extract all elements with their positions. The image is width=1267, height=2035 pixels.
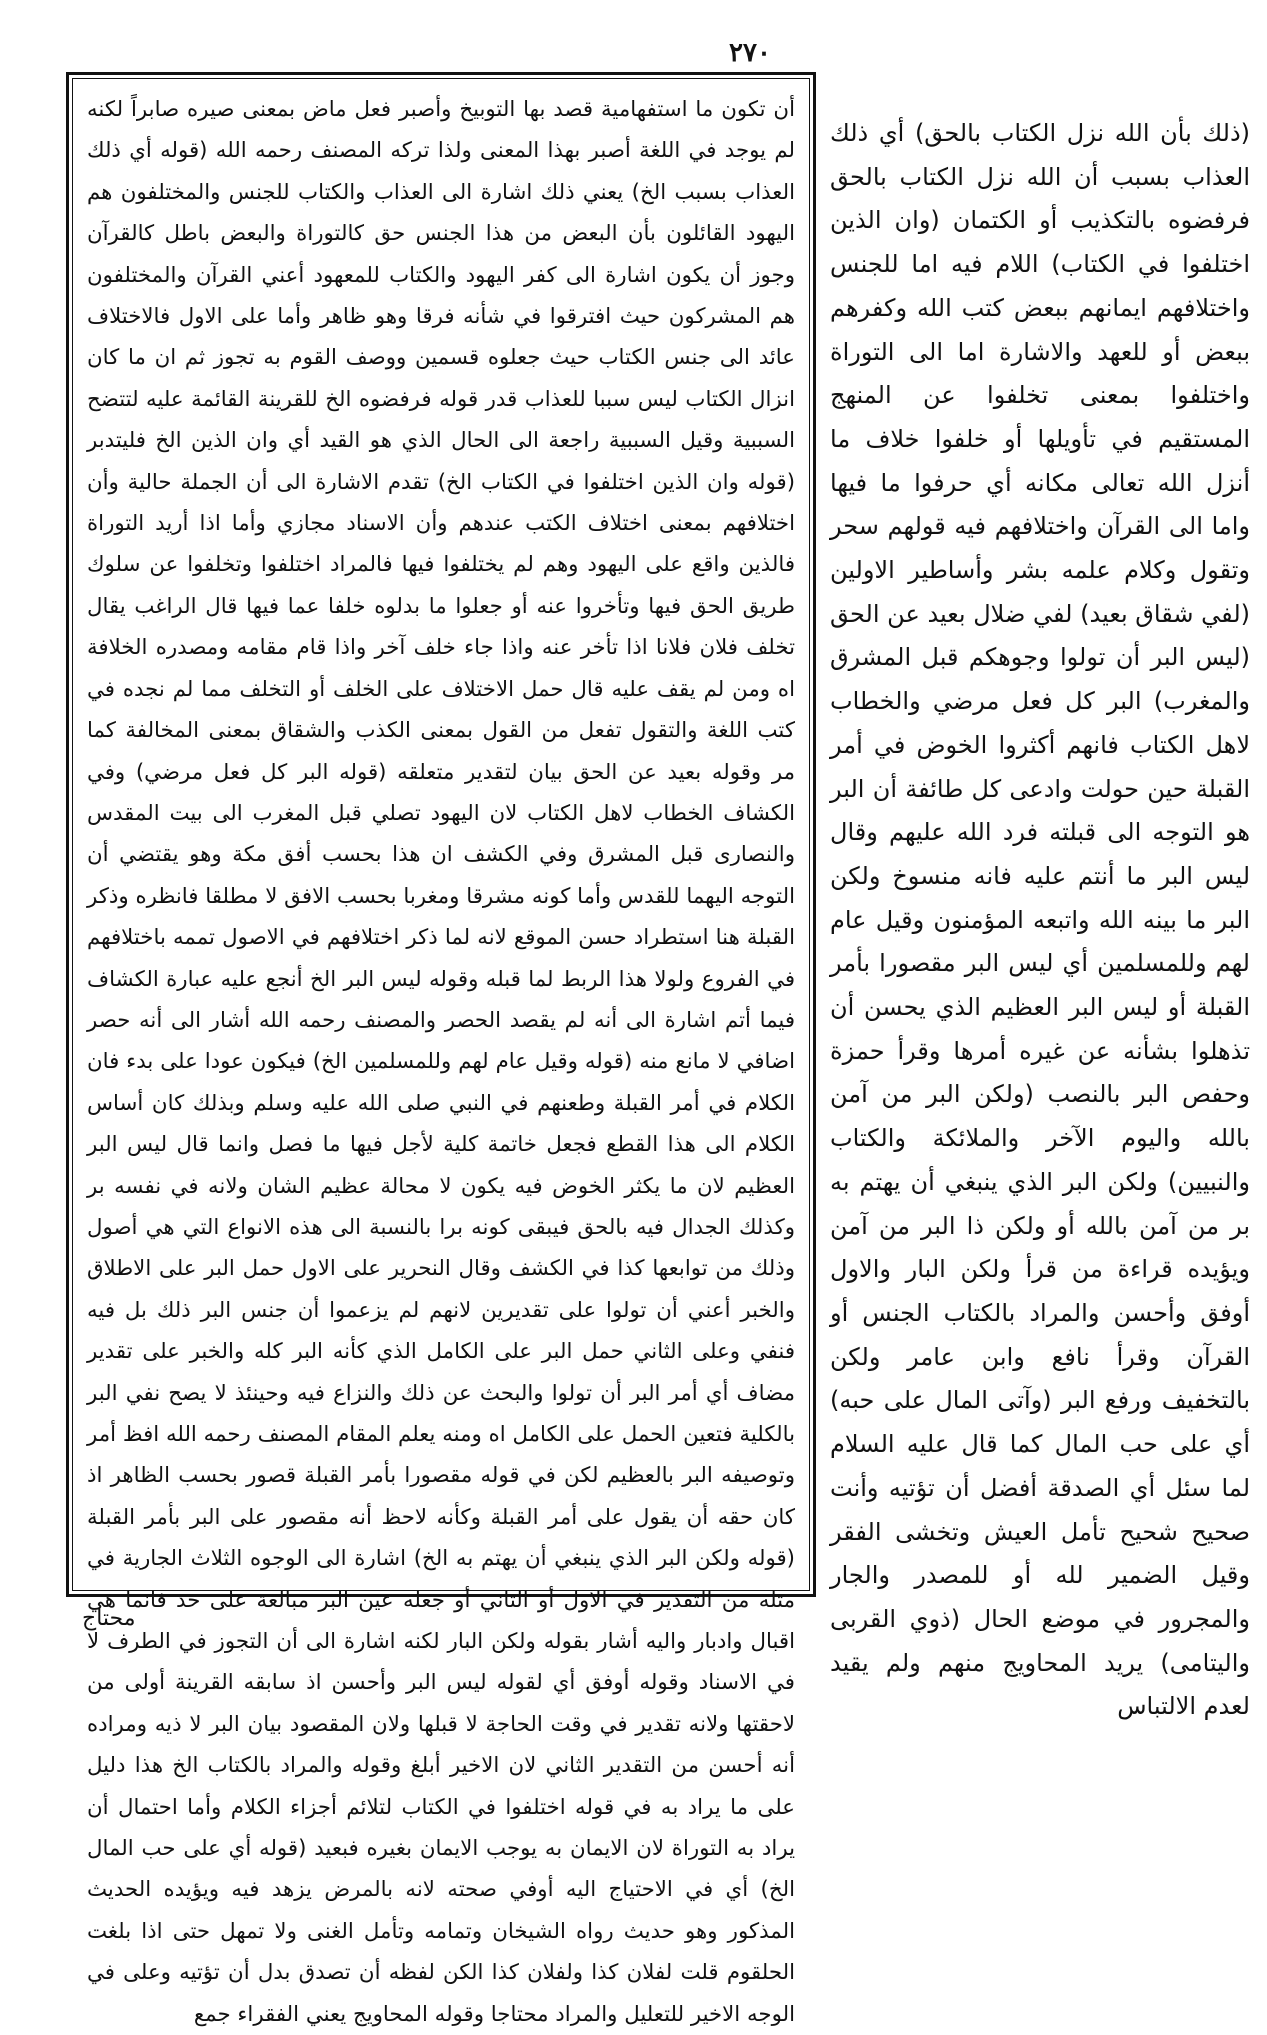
commentary-box: [72, 78, 810, 2027]
commentary-border: [66, 72, 816, 2027]
catchword: محتاج: [82, 1606, 136, 1631]
main-text: (ذلك بأن الله نزل الكتاب بالحق) أي ذلك العذاب بسبب أن الله نزل الكتاب بالحق فرفضوه بالتكذيب أو الكتمان (وان الذين اختلفوا في الكتاب) اللام فيه اما للجنس واختلافهم ايمانهم ببعض كتب الله وكفرهم ببعض أو للعهد والاشارة اما الى التوراة واختلفوا بمعنى تخلفوا عن المنهج المستقيم في تأويلها أو خلفوا خلاف ما أنزل الله تعالى مكانه أي حرفوا ما فيها واما الى القرآن واختلافهم فيه قولهم سحر وتقول وكلام علمه بشر وأساطير الاولين (لفي شقاق بعيد) لفي ضلال بعيد عن الحق (ليس البر أن تولوا وجوهكم قبل المشرق والمغرب) البر كل فعل مرضي والخطاب لاهل الكتاب فانهم أكثروا الخوض في أمر القبلة حين حولت وادعى كل طائفة أن البر هو التوجه الى قبلته فرد الله عليهم وقال ليس البر ما أنتم عليه فانه منسوخ ولكن البر ما بينه الله واتبعه المؤمنون وقيل عام لهم وللمسلمين أي ليس البر مقصورا بأمر القبلة أو ليس البر العظيم الذي يحسن أن تذهلوا بشأنه عن غيره أمرها وقرأ حمزة وحفص البر بالنصب (ولكن البر من آمن بالله واليوم الآخر والملائكة والكتاب والنبيين) ولكن البر الذي ينبغي أن يهتم به بر من آمن بالله أو ولكن ذا البر من آمن ويؤيده قراءة من قرأ ولكن البار والاول أوفق وأحسن والمراد بالكتاب الجنس أو القرآن وقرأ نافع وابن عامر ولكن بالتخفيف ورفع البر (وآتى المال على حبه) أي على حب المال كما قال عليه السلام لما سئل أي الصدقة أفضل أن تؤتيه وأنت صحيح شحيح تأمل العيش وتخشى الفقر وقيل الضمير لله أو للمصدر والجار والمجرور في موضع الحال (ذوي القربى واليتامى) يريد المحاويج منهم ولم يقيد لعدم الالتباس: [830, 119, 1250, 1721]
page-number: ٢٧٠: [729, 38, 771, 68]
commentary-text: أن تكون ما استفهامية قصد بها التوبيخ وأصبر فعل ماض بمعنى صيره صابراً لكنه لم يوجد في اللغة أصبر بهذا المعنى ولذا تركه المصنف رحمه الله (قوله أي ذلك العذاب بسبب الخ) يعني ذلك اشارة الى العذاب والكتاب للجنس والمختلفون هم اليهود القائلون بأن البعض من هذا الجنس حق كالتوراة والبعض باطل كالقرآن وجوز أن يكون اشارة الى كفر اليهود والكتاب للمعهود أعني القرآن والمختلفون هم المشركون حيث افترقوا في شأنه فرقا وهو ظاهر وأما على الاول فالاختلاف عائد الى جنس الكتاب حيث جعلوه قسمين ووصف القوم به تجوز ثم ان ما كان انزال الكتاب ليس سببا للعذاب قدر قوله فرفضوه الخ للقرينة القائمة عليه لتتضح السببية وقيل السببية راجعة الى الحال الذي هو القيد أي وان الذين الخ فليتدبر (قوله وان الذين اختلفوا في الكتاب الخ) تقدم الاشارة الى أن الجملة حالية وأن اختلافهم بمعنى اختلاف الكتب عندهم وأن الاسناد مجازي وأما اذا أريد التوراة فالذين واقع على اليهود وهم لم يختلفوا فيها فالمراد اختلفوا وتخلفوا عن سلوك طريق الحق فيها وتأخروا عنه أو جعلوا ما بدلوه خلفا عما فيها قال الراغب يقال تخلف فلان فلانا اذا تأخر عنه واذا جاء خلف آخر واذا قام مقامه ومصدره الخلافة اه ومن لم يقف عليه قال حمل الاختلاف على الخلف أو التخلف مما لم نجده في كتب اللغة والتقول تفعل من القول بمعنى الكذب والشقاق بمعنى المخالفة كما مر وقوله بعيد عن الحق بيان لتقدير متعلقه (قوله البر كل فعل مرضي) وفي الكشاف الخطاب لاهل الكتاب لان اليهود تصلي قبل المغرب الى بيت المقدس والنصارى قبل المشرق وفي الكشف ان هذا بحسب أفق مكة وهو يقتضي أن التوجه اليهما للقدس وأما كونه مشرقا ومغربا بحسب الافق لا مطلقا فانظره وذكر القبلة هنا استطراد حسن الموقع لانه لما ذكر اختلافهم في الاصول تممه باختلافهم في الفروع ولولا هذا الربط لما قبله وقوله ليس البر الخ أنجع عليه عبارة الكشاف فيما أتم اشارة الى أنه لم يقصد الحصر والمصنف رحمه الله أشار الى أنه حصر اضافي لا مانع منه (قوله وقيل عام لهم وللمسلمين الخ) فيكون عودا على بدء فان الكلام في أمر القبلة وطعنهم في النبي صلى الله عليه وسلم وبذلك كان أساس الكلام الى هذا القطع فجعل خاتمة كلية لأجل فيها ما فصل وانما قال ليس البر العظيم لان ما يكثر الخوض فيه يكون لا محالة عظيم الشان ولانه في نفسه بر وكذلك الجدال فيه بالحق فيبقى كونه برا بالنسبة الى هذه الانواع التي هي أصول وذلك من توابعها كذا في الكشف وقال النحرير على الاول حمل البر على الاطلاق والخبر أعني أن تولوا على تقديرين لانهم لم يزعموا أن جنس البر ذلك بل فيه فنفي وعلى الثاني حمل البر على الكامل الذي كأنه البر كله والخبر على تقدير مضاف أي أمر البر أن تولوا والبحث عن ذلك والنزاع فيه وحينئذ لا يصح نفي البر بالكلية فتعين الحمل على الكامل اه ومنه يعلم المقام المصنف رحمه الله افظ أمر وتوصيفه البر بالعظيم لكن في قوله مقصورا بأمر القبلة قصور بحسب الظاهر اذ كان حقه أن يقول على أمر القبلة وكأنه لاحظ أنه مقصور على البر بأمر القبلة (قوله ولكن البر الذي ينبغي أن يهتم به الخ) اشارة الى الوجوه الثلاث الجارية في مثله من التقدير في الاول أو الثاني أو جعله عين البر مبالغة على حد فانما هي اقبال وادبار واليه أشار بقوله ولكن البار لكنه اشارة الى أن التجوز في الطرف لا في الاسناد وقوله أوفق أي لقوله ليس البر وأحسن اذ سابقه القرينة أولى من لاحقتها ولانه تقدير في وقت الحاجة لا قبلها ولان المقصود بيان البر لا ذيه ومراده أنه أحسن من التقدير الثاني لان الاخير أبلغ وقوله والمراد بالكتاب الخ هذا دليل على ما يراد به في قوله اختلفوا في الكتاب لتلائم أجزاء الكلام وأما احتمال أن يراد به التوراة لان الايمان به يوجب الايمان بغيره فبعيد (قوله أي على حب المال الخ) أي في الاحتياج اليه أوفي صحته لانه بالمرض يزهد فيه ويؤيده الحديث المذكور وهو حديث رواه الشيخان وتمامه وتأمل الغنى ولا تمهل حتى اذا بلغت الحلقوم قلت لفلان كذا ولفلان كذا الكن لفظه أن تصدق بدل أن تؤتيه وعلى في الوجه الاخير للتعليل والمراد محتاجا وقوله المحاويج يعني الفقراء جمع: [87, 97, 795, 2027]
